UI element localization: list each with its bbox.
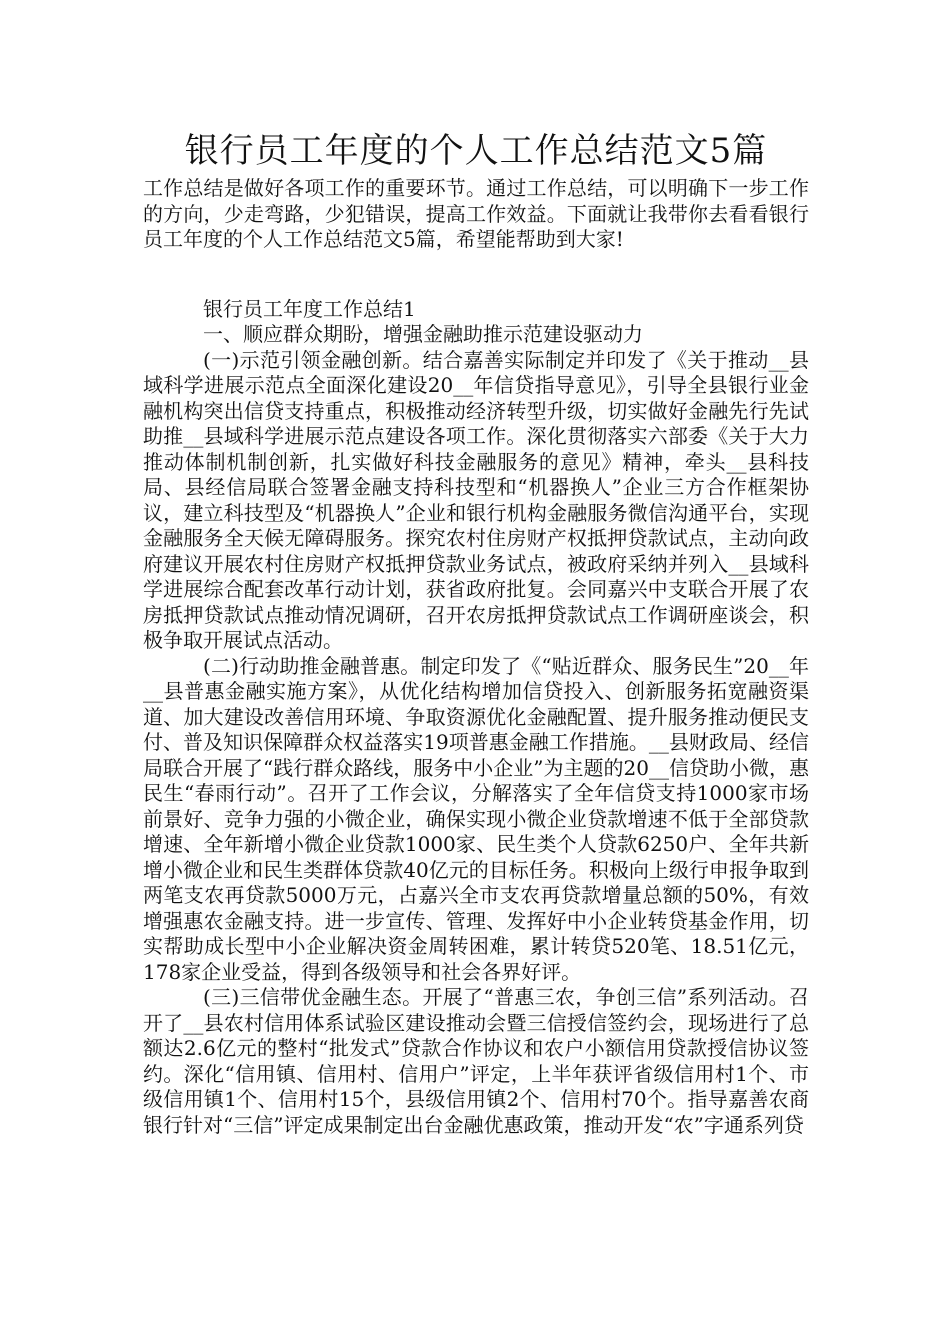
document-title: 银行员工年度的个人工作总结范文5篇: [184, 131, 768, 171]
body-paragraph-3: (三)三信带优金融生态。开展了“普惠三农，争创三信”系列活动。召开了__县农村信用体系试验区建设推动会暨三信授信签约会，现场进行了总额达2.6亿元的整村“批发式”贷款合作协议和农户小额信用贷款授信协议签约。深化“信用镇、信用村、信用户”评定，上半年获评省级信用村1个、市级信用镇1个、信用村15个，县级信用镇2个、信用村70个。指导嘉善农商银行针对“三信”评定成果制定出台金融优惠政策，推动开发“农”字通系列贷: [143, 985, 809, 1137]
intro-paragraph: 工作总结是做好各项工作的重要环节。通过工作总结，可以明确下一步工作的方向，少走弯路，少犯错误，提高工作效益。下面就让我带你去看看银行员工年度的个人工作总结范文5篇，希望能帮助到大家!: [143, 176, 809, 251]
body-paragraph-1: (一)示范引领金融创新。结合嘉善实际制定并印发了《关于推动__县域科学进展示范点全面深化建设20__年信贷指导意见》，引导全县银行业金融机构突出信贷支持重点，积极推动经济转型升级，切实做好金融先行先试助推__县域科学进展示范点建设各项工作。深化贯彻落实六部委《关于大力推动体制机制创新，扎实做好科技金融服务的意见》精神，牵头__县科技局、县经信局联合签署金融支持科技型和“机器换人”企业三方合作框架协议，建立科技型及“机器换人”企业和银行机构金融服务微信沟通平台，实现金融服务全天候无障碍服务。探究农村住房财产权抵押贷款试点，主动向政府建议开展农村住房财产权抵押贷款业务试点，被政府采纳并列入__县域科学进展综合配套改革行动计划，获省政府批复。会同嘉兴中支联合开展了农房抵押贷款试点推动情况调研，召开农房抵押贷款试点工作调研座谈会，积极争取开展试点活动。: [143, 347, 809, 652]
document-page: [143, 128, 809, 1138]
section-heading: 一、顺应群众期盼，增强金融助推示范建设驱动力: [203, 322, 643, 346]
article-title: 银行员工年度工作总结1: [203, 296, 416, 321]
body-paragraph-2: (二)行动助推金融普惠。制定印发了《“贴近群众、服务民生”20__年__县普惠金融实施方案》，从优化结构增加信贷投入、创新服务拓宽融资渠道、加大建设改善信用环境、争取资源优化金融配置、提升服务推动便民支付、普及知识保障群众权益落实19项普惠金融工作措施。__县财政局、经信局联合开展了“践行群众路线，服务中小企业”为主题的20__信贷助小微，惠民生“春雨行动”。召开了工作会议，分解落实了全年信贷支持1000家市场前景好、竞争力强的小微企业，确保实现小微企业贷款增速不低于全部贷款增速、全年新增小微企业贷款1000家、民生类个人贷款6250户、全年共新增小微企业和民生类群体贷款40亿元的目标任务。积极向上级行申报争取到两笔支农再贷款5000万元，占嘉兴全市支农再贷款增量总额的50%，有效增强惠农金融支持。进一步宣传、管理、发挥好中小企业转贷基金作用，切实帮助成长型中小企业解决资金周转困难，累计转贷520笔、18.51亿元，178家企业受益，得到各级领导和社会各界好评。: [143, 653, 809, 984]
